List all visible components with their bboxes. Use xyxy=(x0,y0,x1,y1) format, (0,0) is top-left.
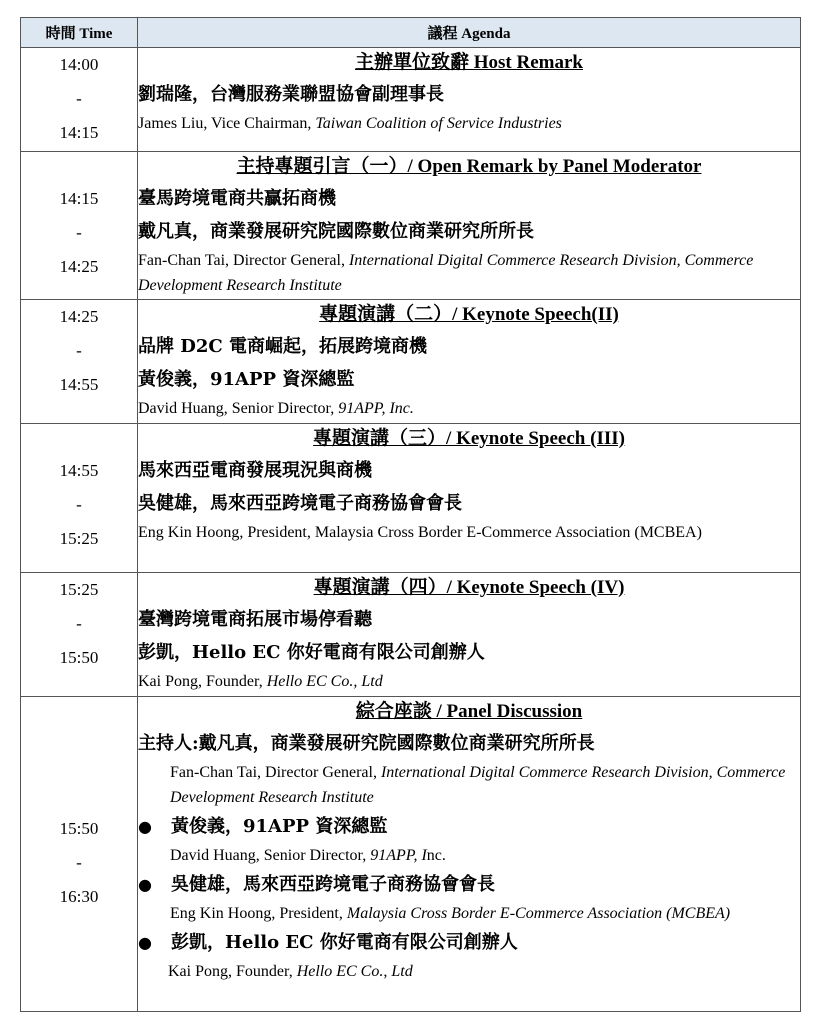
session-title: 專題演講（四）/ Keynote Speech (IV) xyxy=(313,577,625,598)
topic-zh: 臺馬跨境電商共贏拓商機 xyxy=(138,188,336,209)
time-dash: - xyxy=(76,89,82,108)
speaker-en: Fan-Chan Tai, Director General, International Digital Commerce Research Division, Commerce Development Research Institute xyxy=(138,252,754,294)
topic-zh: 馬來西亞電商發展現況與商機 xyxy=(138,460,372,481)
speaker-zh: 戴凡真，商業發展研究院國際數位商業研究所所長 xyxy=(138,221,534,242)
speaker-zh: 黃俊義，91APP 資深總監 xyxy=(138,369,355,390)
topic-zh: 品牌 D2C 電商崛起，拓展跨境商機 xyxy=(138,336,427,357)
bullet-icon: ● xyxy=(138,875,152,894)
time-header: 時間 Time xyxy=(21,18,138,48)
end-time: 15:50 xyxy=(59,648,99,667)
start-time: 15:25 xyxy=(59,580,99,599)
time-dash: - xyxy=(76,495,82,514)
table-row xyxy=(21,573,801,697)
table-row xyxy=(21,424,801,573)
session-title: 專題演講（三）/ Keynote Speech (III) xyxy=(313,428,625,449)
end-time: 14:55 xyxy=(59,375,99,394)
start-time: 14:25 xyxy=(59,307,99,326)
agenda-cell xyxy=(138,48,801,152)
header-row xyxy=(21,18,801,48)
time-cell xyxy=(21,424,138,573)
panelist-en: Kai Pong, Founder, Hello EC Co., Ltd xyxy=(168,963,413,980)
panelist-org: Hello EC Co., Ltd xyxy=(296,963,413,980)
end-time: 15:25 xyxy=(59,529,99,548)
time-dash: - xyxy=(76,223,82,242)
time-cell xyxy=(21,300,138,424)
speaker-en: David Huang, Senior Director, 91APP, Inc. xyxy=(138,400,414,417)
moderator-en: Fan-Chan Tai, Director General, International Digital Commerce Research Division, Commerce Development Research Institute xyxy=(170,764,786,806)
panelist-org: Malaysia Cross Border E-Commerce Association (MCBEA) xyxy=(346,905,731,922)
topic-zh: 臺灣跨境電商拓展市場停看聽 xyxy=(138,609,372,630)
speaker-zh: 劉瑞隆，台灣服務業聯盟協會副理事長 xyxy=(138,84,444,105)
time-cell xyxy=(21,573,138,697)
bullet-icon: ● xyxy=(138,817,152,836)
session-title: 主持專題引言（一）/ Open Remark by Panel Moderator xyxy=(236,156,702,177)
panelist-en: David Huang, Senior Director, 91APP, Inc. xyxy=(170,847,446,864)
table-row xyxy=(21,697,801,1012)
speaker-en: Eng Kin Hoong, President, Malaysia Cross Border E-Commerce Association (MCBEA) xyxy=(138,524,702,541)
panelist-zh: ● 彭凱，Hello EC 你好電商有限公司創辦人 xyxy=(138,926,800,959)
agenda-header: 議程 Agenda xyxy=(138,18,801,48)
time-dash: - xyxy=(76,341,82,360)
session-title: 專題演講（二）/ Keynote Speech(II) xyxy=(319,304,619,325)
end-time: 14:15 xyxy=(59,123,99,142)
speaker-org: Hello EC Co., Ltd xyxy=(266,673,383,690)
time-cell xyxy=(21,152,138,300)
speaker-zh: 彭凱，Hello EC 你好電商有限公司創辦人 xyxy=(138,642,485,663)
time-dash: - xyxy=(76,614,82,633)
table-row xyxy=(21,152,801,300)
speaker-zh: 吳健雄，馬來西亞跨境電子商務協會會長 xyxy=(138,493,462,514)
speaker-org: 91APP, Inc. xyxy=(338,400,414,417)
speaker-org: International Digital Commerce Research Division, Commerce Development Research Institute xyxy=(138,252,754,294)
panelist-en: Eng Kin Hoong, President, Malaysia Cross Border E-Commerce Association (MCBEA) xyxy=(170,905,731,922)
panelist-zh: ● 黃俊義，91APP 資深總監 xyxy=(138,810,800,843)
agenda-cell xyxy=(138,424,801,573)
agenda-cell xyxy=(138,300,801,424)
table-row xyxy=(21,48,801,152)
start-time: 14:55 xyxy=(59,461,99,480)
agenda-cell xyxy=(138,697,801,1012)
time-cell xyxy=(21,697,138,1012)
start-time: 15:50 xyxy=(59,819,99,838)
agenda-cell xyxy=(138,573,801,697)
speaker-org: Taiwan Coalition of Service Industries xyxy=(315,115,562,132)
time-dash: - xyxy=(76,853,82,872)
moderator-org: International Digital Commerce Research Division, Commerce Development Research Institute xyxy=(170,764,786,806)
session-title: 綜合座談 / Panel Discussion xyxy=(355,701,583,722)
start-time: 14:00 xyxy=(59,55,99,74)
panelist-org: 91APP, I xyxy=(370,847,427,864)
table-row xyxy=(21,300,801,424)
time-cell xyxy=(21,48,138,152)
moderator-zh: 主持人:戴凡真，商業發展研究院國際數位商業研究所所長 xyxy=(138,733,595,754)
bullet-icon: ● xyxy=(138,933,152,952)
panelist-zh: ● 吳健雄，馬來西亞跨境電子商務協會會長 xyxy=(138,868,800,901)
agenda-table xyxy=(20,17,801,1012)
session-title: 主辦單位致辭 Host Remark xyxy=(355,52,583,73)
end-time: 14:25 xyxy=(59,257,99,276)
speaker-en: James Liu, Vice Chairman, Taiwan Coalition of Service Industries xyxy=(138,115,562,132)
end-time: 16:30 xyxy=(59,887,99,906)
agenda-cell xyxy=(138,152,801,300)
start-time: 14:15 xyxy=(59,189,99,208)
speaker-en: Kai Pong, Founder, Hello EC Co., Ltd xyxy=(138,673,383,690)
